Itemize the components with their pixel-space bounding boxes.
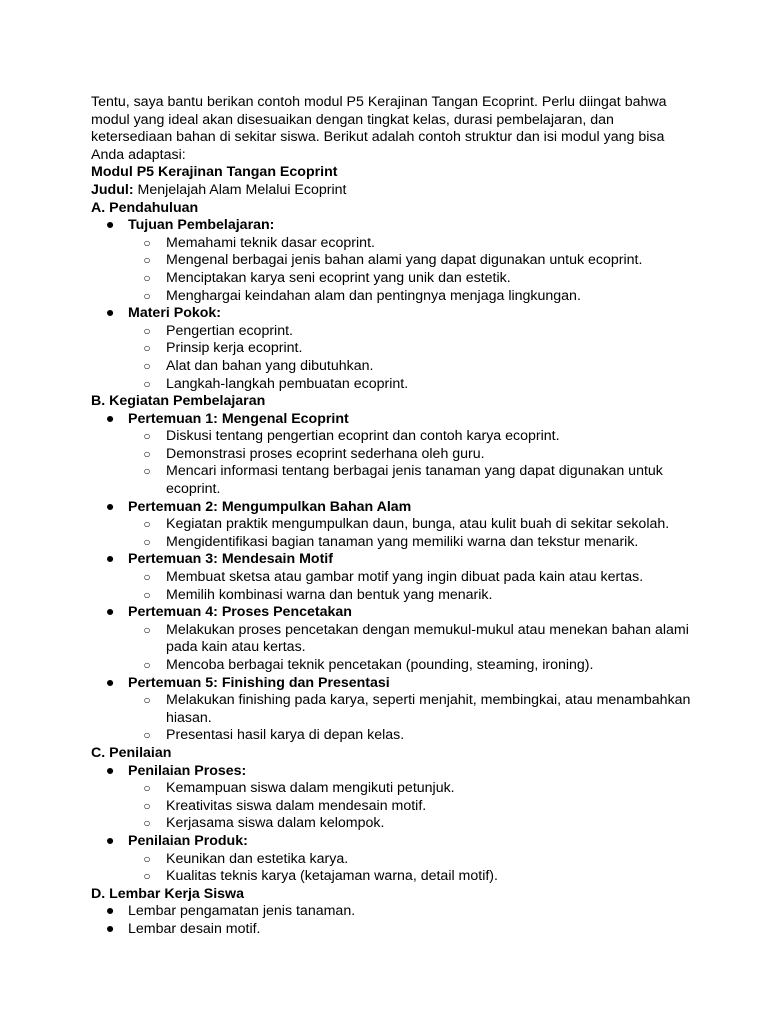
judul-line: [91, 182, 691, 200]
sub-list-item: [128, 323, 691, 341]
section-heading: A. Pendahuluan: [91, 199, 199, 216]
sub-list-item: [128, 446, 691, 464]
sub-list-item: [128, 727, 691, 745]
sub-list-item: [128, 692, 691, 727]
list-item-label: Materi Pokok:: [128, 305, 222, 322]
section-heading: B. Kegiatan Pembelajaran: [91, 393, 266, 410]
section-list: [91, 763, 691, 886]
sub-list-item-text: Melakukan finishing pada karya, seperti menjahit, membingkai, atau menambahkan hiasan.: [166, 692, 691, 726]
hollow-bullet-icon: ○: [143, 570, 151, 585]
hollow-bullet-icon: ○: [143, 869, 151, 884]
hollow-bullet-icon: ○: [143, 341, 151, 356]
sub-list-item-text: Mengenal berbagai jenis bahan alami yang dapat digunakan untuk ecoprint.: [166, 252, 643, 269]
sub-list: [128, 516, 691, 551]
sub-list-item: [128, 868, 691, 886]
sub-list: [128, 780, 691, 833]
sub-list: [128, 692, 691, 745]
intro-paragraph: Tentu, saya bantu berikan contoh modul P5 Kerajinan Tangan Ecoprint. Perlu diingat bahwa modul yang ideal akan disesuaikan dengan tingkat kelas, durasi pembelajaran, dan ketersediaan bahan di sekitar siswa. Berikut adalah contoh struktur dan isi modul yang bisa Anda adaptasi:: [91, 94, 667, 163]
sub-list-item-text: Keunikan dan estetika karya.: [166, 850, 349, 867]
sub-list-item-text: Kegiatan praktik mengumpulkan daun, bunga, atau kulit buah di sekitar sekolah.: [166, 516, 670, 533]
list-item: [91, 305, 691, 393]
list-item: [91, 499, 691, 552]
sub-list-item-text: Memilih kombinasi warna dan bentuk yang menarik.: [166, 586, 493, 603]
list-item: [91, 411, 691, 499]
sub-list: [128, 851, 691, 886]
sub-list: [128, 323, 691, 393]
hollow-bullet-icon: ○: [143, 446, 151, 461]
hollow-bullet-icon: ○: [143, 235, 151, 250]
sub-list-item-text: Alat dan bahan yang dibutuhkan.: [166, 357, 374, 374]
filled-bullet-icon: ●: [105, 604, 115, 621]
sub-list-item: [128, 288, 691, 306]
hollow-bullet-icon: ○: [143, 781, 151, 796]
sub-list-item-text: Langkah-langkah pembuatan ecoprint.: [166, 375, 409, 392]
section-list: [91, 411, 691, 745]
sub-list-item-text: Kemampuan siswa dalam mengikuti petunjuk.: [166, 780, 455, 797]
list-item-label: Pertemuan 3: Mendesain Motif: [128, 551, 333, 568]
filled-bullet-icon: ●: [105, 410, 115, 427]
judul-label: Judul:: [91, 181, 134, 198]
hollow-bullet-icon: ○: [143, 358, 151, 373]
sub-list-item: [128, 358, 691, 376]
sub-list-item: [128, 270, 691, 288]
sub-list-item: [128, 587, 691, 605]
hollow-bullet-icon: ○: [143, 851, 151, 866]
sub-list-item: [128, 376, 691, 394]
sub-list-item-text: Membuat sketsa atau gambar motif yang ingin dibuat pada kain atau kertas.: [166, 569, 644, 586]
list-item: [91, 921, 691, 939]
hollow-bullet-icon: ○: [143, 253, 151, 268]
list-item-label: Lembar desain motif.: [128, 920, 261, 937]
sub-list-item-text: Kualitas teknis karya (ketajaman warna, detail motif).: [166, 868, 498, 885]
filled-bullet-icon: ●: [105, 832, 115, 849]
list-item-label: Penilaian Proses:: [128, 762, 247, 779]
sub-list-item: [128, 780, 691, 798]
hollow-bullet-icon: ○: [143, 658, 151, 672]
sub-list-item: [128, 252, 691, 270]
sub-list-item: [128, 534, 691, 552]
list-item-label: Penilaian Produk:: [128, 832, 248, 849]
hollow-bullet-icon: ○: [143, 464, 151, 479]
hollow-bullet-icon: ○: [143, 728, 151, 743]
filled-bullet-icon: ●: [105, 217, 115, 234]
document-page: [91, 94, 691, 939]
list-item-label: Tujuan Pembelajaran:: [128, 217, 275, 234]
filled-bullet-icon: ●: [105, 498, 115, 515]
filled-bullet-icon: ●: [105, 903, 115, 920]
list-item-label: Pertemuan 5: Finishing dan Presentasi: [128, 674, 390, 691]
list-item-label: Pertemuan 4: Proses Pencetakan: [128, 604, 352, 621]
sub-list: [128, 428, 691, 498]
sub-list: [128, 569, 691, 604]
filled-bullet-icon: ●: [105, 305, 115, 322]
sub-list-item-text: Kerjasama siswa dalam kelompok.: [166, 815, 385, 832]
sub-list: [128, 235, 691, 305]
sub-list-item-text: Menciptakan karya seni ecoprint yang unik dan estetik.: [166, 269, 511, 286]
list-item: [91, 903, 691, 921]
sub-list-item: [128, 428, 691, 446]
hollow-bullet-icon: ○: [143, 517, 151, 532]
sub-list-item-text: Mengidentifikasi bagian tanaman yang memiliki warna dan tekstur menarik.: [166, 533, 639, 550]
sub-list-item-text: Presentasi hasil karya di depan kelas.: [166, 727, 405, 744]
list-item-label: Pertemuan 1: Mengenal Ecoprint: [128, 410, 349, 427]
filled-bullet-icon: ●: [105, 674, 115, 691]
sub-list-item: [128, 622, 691, 657]
sub-list-item: [128, 235, 691, 253]
sub-list-item-text: Diskusi tentang pengertian ecoprint dan contoh karya ecoprint.: [166, 428, 560, 445]
sub-list-item: [128, 851, 691, 869]
sub-list-item-text: Menghargai keindahan alam dan pentingnya menjaga lingkungan.: [166, 287, 581, 304]
list-item-label: Pertemuan 2: Mengumpulkan Bahan Alam: [128, 498, 412, 515]
hollow-bullet-icon: ○: [143, 534, 151, 549]
sub-list-item: [128, 569, 691, 587]
hollow-bullet-icon: ○: [143, 323, 151, 338]
sub-list-item-text: Memahami teknik dasar ecoprint.: [166, 234, 375, 251]
hollow-bullet-icon: ○: [143, 376, 151, 391]
judul-value: Menjelajah Alam Melalui Ecoprint: [133, 181, 347, 198]
sub-list-item-text: Mencoba berbagai teknik pencetakan (pounding, steaming, ironing).: [166, 657, 594, 673]
module-sections: [91, 200, 691, 939]
list-item: [91, 763, 691, 833]
list-item: [91, 675, 691, 745]
sub-list-item-text: Mencari informasi tentang berbagai jenis tanaman yang dapat digunakan untuk ecoprint.: [166, 463, 663, 498]
hollow-bullet-icon: ○: [143, 693, 151, 708]
sub-list-item: [128, 657, 691, 675]
list-item: [91, 551, 691, 604]
list-item: [91, 833, 691, 886]
module-title: Modul P5 Kerajinan Tangan Ecoprint: [91, 164, 338, 181]
list-item: [91, 217, 691, 305]
filled-bullet-icon: ●: [105, 762, 115, 779]
hollow-bullet-icon: ○: [143, 270, 151, 285]
section-heading: C. Penilaian: [91, 744, 172, 761]
sub-list-item: [128, 340, 691, 358]
list-item-label: Lembar pengamatan jenis tanaman.: [128, 903, 356, 920]
section-list: [91, 217, 691, 393]
sub-list: [128, 622, 691, 675]
sub-list-item: [128, 798, 691, 816]
sub-list-item-text: Prinsip kerja ecoprint.: [166, 340, 303, 357]
sub-list-item-text: Kreativitas siswa dalam mendesain motif.: [166, 797, 427, 814]
list-item: [91, 604, 691, 674]
hollow-bullet-icon: ○: [143, 429, 151, 444]
hollow-bullet-icon: ○: [143, 587, 151, 602]
section-list: [91, 903, 691, 938]
sub-list-item: [128, 516, 691, 534]
hollow-bullet-icon: ○: [143, 288, 151, 303]
sub-list-item: [128, 463, 691, 498]
hollow-bullet-icon: ○: [143, 622, 151, 637]
filled-bullet-icon: ●: [105, 920, 115, 937]
sub-list-item-text: Pengertian ecoprint.: [166, 322, 293, 339]
filled-bullet-icon: ●: [105, 551, 115, 568]
hollow-bullet-icon: ○: [143, 816, 151, 831]
section-heading: D. Lembar Kerja Siswa: [91, 885, 244, 902]
sub-list-item-text: Demonstrasi proses ecoprint sederhana oleh guru.: [166, 445, 485, 462]
hollow-bullet-icon: ○: [143, 798, 151, 813]
sub-list-item-text: Melakukan proses pencetakan dengan memukul-mukul atau menekan bahan alami pada kain atau kertas.: [166, 621, 689, 656]
sub-list-item: [128, 815, 691, 833]
